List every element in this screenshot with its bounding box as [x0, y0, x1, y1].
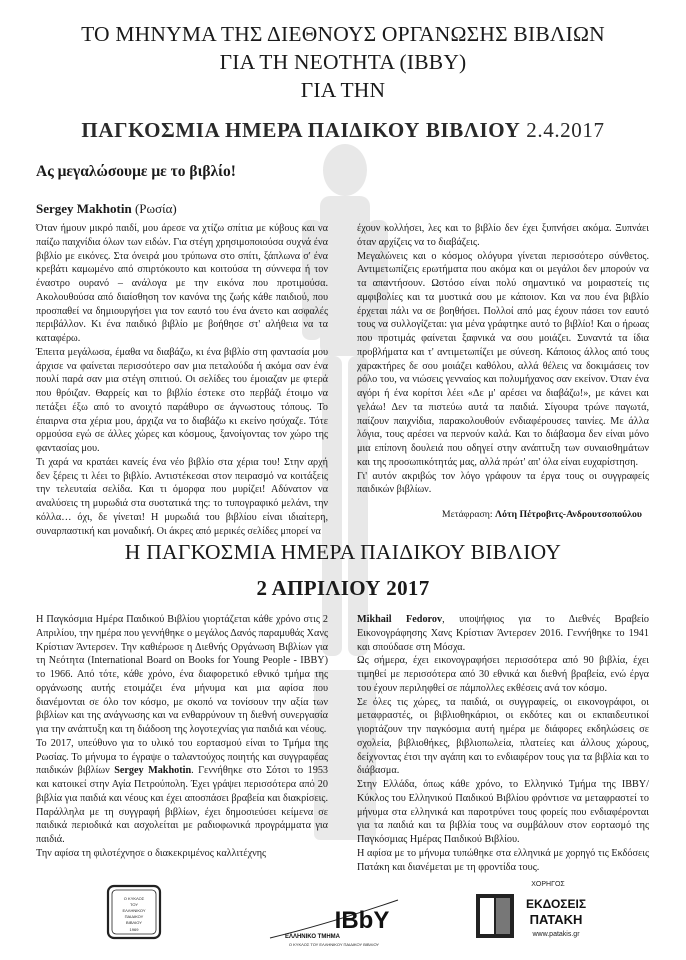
svg-text:ΤΟΥ: ΤΟΥ: [129, 902, 139, 907]
info-paragraph: [357, 613, 649, 654]
header-line-2: ΓΙΑ ΤΗ ΝΕΟΤΗΤΑ (IBBY): [219, 50, 467, 74]
svg-text:1969: 1969: [129, 927, 139, 932]
author-name-inline: Sergey Makhotin: [114, 765, 192, 777]
patakis-publisher-logo: [476, 878, 596, 950]
message-paragraph: έχουν κολλήσει, λες και το βιβλίο δεν έχει ξυπνήσει ακόμα. Ξυπνάει όταν αρχίζεις να το διαβάζεις.: [357, 223, 649, 248]
translation-label: Μετάφραση:: [441, 509, 493, 520]
poster-header: [0, 20, 686, 104]
header-line-1: ΤΟ ΜΗΝΥΜΑ ΤΗΣ ΔΙΕΘΝΟΥΣ ΟΡΓΑΝΩΣΗΣ ΒΙΒΛΙΩΝ: [81, 22, 605, 46]
info-paragraph: Την αφίσα τη φιλοτέχνησε ο διακεκριμένος καλλιτέχνης: [36, 847, 267, 859]
info-text: . Γεννήθηκε στο Σότσι το 1953 και κατοικεί στην Αγία Πετρούπολη. Έχει γράψει περισσότερα από 20 βιβλία για παιδιά και νέους και έχει αποσπάσει βραβεία και διακρίσεις. Παράλληλα με τη συγγραφή βιβλίων, έχει δημοσιεύσει κείμενα σε παιδικά περιοδικά και ασχολείται με ραδιοφωνικά προγράμματα για παιδιά.: [36, 765, 329, 845]
info-text: , υποψήφιος για το Διεθνές Βραβείο Εικονογράφησης Χανς Κρίστιαν Άντερσεν 2016. Γεννήθηκε το 1941 και σπούδασε στη Μόσχα.: [357, 614, 649, 653]
svg-text:www.patakis.gr: www.patakis.gr: [532, 931, 580, 938]
translator-name: Λότη Πέτροβιτς-Ανδρουτσοπούλου: [495, 509, 642, 520]
message-paragraph: Γι' αυτόν ακριβώς τον λόγο γράφουν τα έργα τους οι συγγραφείς παιδικών βιβλίων.: [357, 470, 649, 496]
info-paragraph: Η Παγκόσμια Ημέρα Παιδικού Βιβλίου γιορτάζεται κάθε χρόνο στις 2 Απριλίου, την ημέρα που γεννήθηκε ο μεγάλος Δανός παραμυθάς Χανς Κρίστιαν Άντερσεν. Την καθιέρωσε η Διεθνής Οργάνωση Βιβλίων για τη Νεότητα (International Board on Books for Young People - IBBY) το 1966. Από τότε, κάθε χρόνο, ένα διαφορετικό εθνικό τμήμα της οργάνωσης αυτής ετοιμάζει ένα μήνυμα και μια αφίσα που διανέμονται σε όλο τον κόσμο, με σκοπό να τονίσουν την αξία των βιβλίων και της ανάγνωσης και να ενθαρρύνουν τη διεθνή συνεργασία για την ανάπτυξη και τη διάδοση της λογοτεχνίας για παιδιά και νέους.: [36, 614, 328, 735]
svg-text:ΧΟΡΗΓΟΣ: ΧΟΡΗΓΟΣ: [531, 881, 565, 888]
info-paragraph: [36, 737, 328, 847]
info-left-column: [36, 613, 328, 861]
svg-text:Ο ΚΥΚΛΟΣ ΤΟΥ ΕΛΛΗΝΙΚΟΥ ΠΑΙΔΙΚΟ: Ο ΚΥΚΛΟΣ ΤΟΥ ΕΛΛΗΝΙΚΟΥ ΠΑΙΔΙΚΟΥ ΒΙΒΛΙΟΥ: [288, 942, 380, 947]
info-text: Το 2017, υπεύθυνο για το υλικό του εορτασμού είναι το Τμήμα της Ρωσίας. Το μήνυμα το έγραψε ο ταλαντούχος ποιητής και συγγραφέας παιδικών βιβλίων: [36, 737, 328, 777]
svg-text:ΕΚΔΟΣΕΙΣ: ΕΚΔΟΣΕΙΣ: [525, 897, 587, 911]
svg-text:ΕΛΛΗΝΙΚΟΥ: ΕΛΛΗΝΙΚΟΥ: [122, 908, 146, 913]
section2-date: 2 ΑΠΡΙΛΙΟΥ 2017: [256, 576, 430, 600]
svg-text:ΒΙΒΛΙΟΥ: ΒΙΒΛΙΟΥ: [126, 920, 142, 925]
translation-credit: [442, 509, 642, 520]
info-paragraph: Σε όλες τις χώρες, τα παιδιά, οι συγγραφείς, οι εικονογράφοι, οι μεταφραστές, οι βιβλιοθηκάριοι, οι εκδότες και οι εκπαιδευτικοί γιορτάζουν την παγκόσμια αυτή ημέρα με διάφορες εκδηλώσεις σε σχολεία, βιβλιοθήκες, βιβλιοπωλεία, πλατείες και άλλους χώρους, δείχνοντας έτσι την αγάπη και το ενδιαφέρον τους για τα βιβλία και το διάβασμα.: [357, 696, 649, 777]
header-title: [0, 118, 686, 143]
svg-text:ΠΑΙΔΙΚΟΥ: ΠΑΙΔΙΚΟΥ: [124, 914, 144, 919]
header-line-3: ΓΙΑ ΤΗΝ: [300, 78, 386, 102]
svg-text:ΕΛΛΗΝΙΚΟ ΤΜΗΜΑ: ΕΛΛΗΝΙΚΟ ΤΜΗΜΑ: [284, 934, 340, 940]
info-paragraph: Η αφίσα με το μήνυμα τυπώθηκε στα ελληνικά με χορηγό τις Εκδόσεις Πατάκη και διανέμεται με τη φροντίδα τους.: [357, 847, 649, 873]
info-paragraph: Ως σήμερα, έχει εικονογραφήσει περισσότερα από 90 βιβλία, έχει τιμηθεί με περισσότερα από 30 εθνικά και διεθνή βραβεία, ενώ έργα του έχουν περιληφθεί σε πάμπολλες εκθέσεις ανά τον κόσμο.: [357, 655, 649, 694]
author-country: (Ρωσία): [134, 201, 177, 216]
message-right-column: [357, 222, 649, 497]
svg-text:ΠΑΤΑΚΗ: ΠΑΤΑΚΗ: [529, 912, 583, 927]
message-subtitle: Ας μεγαλώσουμε με το βιβλίο!: [36, 163, 236, 180]
message-left-column: [36, 222, 328, 538]
svg-text:IBbY: IBbY: [334, 907, 390, 934]
svg-text:Ο ΚΥΚΛΟΣ: Ο ΚΥΚΛΟΣ: [123, 896, 145, 901]
ibby-greek-section-logo: [258, 880, 410, 950]
info-right-column: [357, 613, 649, 874]
kyklos-logo: [106, 884, 162, 940]
header-title-date: 2.4.2017: [526, 118, 605, 142]
illustrator-name: Mikhail Fedorov: [357, 614, 443, 625]
message-paragraph: Μεγαλώνεις και ο κόσμος ολόγυρα γίνεται περισσότερο σύνθετος. Αντιμετωπίζεις ερωτήματα που ακόμα και οι μεγάλοι δεν μπορούν να τα απαντήσουν. Ωστόσο είναι πολύ σημαντικό να μοιραστείς τις αμφιβολίες και τα μυστικά σου με κάποιον. Και να που ένα βιβλίο έρχεται πάλι να σε βοηθήσει. Πολλοί από μας έχουν πάσει τον εαυτό τους να συλλογίζεται: για μένα γράφτηκε αυτό το βιβλίο! Και ο ήρωας που προτιμάς φαίνεται ξαφνικά να σου μοιάζει. Συναντά τα ίδια προβλήματα και τ' αντιμετωπίζει με σύνεση. Κάποιος άλλος από τους χαρακτήρες δε σου μοιάζει καθόλου, αλλά θέλεις να δοκιμάσεις τον ρόλο του, να νιώσεις γενναίος και πολυμήχανος σαν εκείνον. Όταν ένα αγόρι ή ένα κορίτσι λέει «Δε μ' αρέσει να διαβάζω!», με κάνει και γελάω! Δεν τα πιστεύω αυτά τα παιδιά. Σίγουρα τρώνε παγωτά, παίζουν παιχνίδια, παρακολουθούν ενδιαφέρουσες ταινίες. Με άλλα λόγια, τους αρέσει να περνούν καλά. Και το διάβασμα δεν είναι μόνο μια επίπονη δουλειά που οδηγεί στην ανάπτυξη των συναισθημάτων και της προσωπικότητάς μας, αλλά πρώτ' απ' όλα είναι ευχαρίστηση.: [357, 250, 649, 468]
info-paragraph: Στην Ελλάδα, όπως κάθε χρόνο, το Ελληνικό Τμήμα της IBBY/ Κύκλος του Ελληνικού Παιδικού Βιβλίου φρόντισε να μεταφραστεί το μήνυμα στα ελληνικά και παροτρύνει τους φορείς που ενδιαφέρονται για τα παιδιά και τα βιβλία τους να συμβάλουν στον εορτασμό της Παγκόσμιας Ημέρας Παιδικού Βιβλίου.: [357, 779, 649, 845]
message-paragraph: Τι χαρά να κρατάει κανείς ένα νέο βιβλίο στα χέρια του! Στην αρχή δεν ξέρεις τι λέει το βιβλίο. Αντιστέκεσαι στον πειρασμό να κοιτάξεις την τελευταία σελίδα. Και τι όμορφα που μυρίζει! Αδύνατον να αναλύσεις τη μυρωδιά στα συστατικά της: το τυπογραφικό μελάνι, την κόλλα… όχι, δε γίνεται! Η μυρωδιά του βιβλίου είναι ιδιαίτερη, συναρπαστική και μοναδική. Οι άκρες από μερικές σελίδες μπορεί να: [36, 456, 328, 537]
header-title-text: ΠΑΓΚΟΣΜΙΑ ΗΜΕΡΑ ΠΑΙΔΙΚΟΥ ΒΙΒΛΙΟΥ: [81, 118, 521, 142]
author-name: Sergey Makhotin: [36, 201, 132, 216]
message-author: [36, 201, 177, 217]
section2-title: Η ΠΑΓΚΟΣΜΙΑ ΗΜΕΡΑ ΠΑΙΔΙΚΟΥ ΒΙΒΛΙΟΥ: [124, 540, 562, 564]
message-paragraph: Όταν ήμουν μικρό παιδί, μου άρεσε να χτίζω σπίτια με κύβους και να παίζω παιχνίδια όλων των ειδών. Για στέγη χρησιμοποιούσα συχνά ένα βιβλίο με εικόνες. Στα όνειρά μου τρύπωνα στο σπίτι, ξάπλωνα σ' ένα κρεβάτι καμωμένο από σπιρτόκουτο και κοιτούσα τη σύννεφα ή τον έναστρο ουρανό – ανάλογα με την εικόνα που προτιμούσα. Ακολουθούσα από διαίσθηση τον κανόνα της ζωής κάθε παιδιού, που προσπαθεί να δημιουργήσει για τον εαυτό του ένα άνετο και ασφαλές περιβάλλον. Κι ένα παιδικό βιβλίο με βοήθησε στ' αλήθεια να τα καταφέρω.: [36, 223, 328, 344]
ibby-logo-icon: [258, 880, 410, 950]
message-paragraph: Έπειτα μεγάλωσα, έμαθα να διαβάζω, κι ένα βιβλίο στη φαντασία μου άρχισε να φαίνεται περισσότερο σαν μια πεταλούδα ή ακόμα σαν ένα πουλί παρά σαν μια στέγη σπιτιού. Οι σελίδες του έμοιαζαν με φτερά που θρόιζαν. Θαρρείς και το βιβλίο έστεκε στο περβάζι έτοιμο να πετάξει έξω από το ανοιχτό παράθυρο σε άγνωστους τόπους. Το έπαιρνα στα χέρια μου, άρχιζα να το διαβάζω κι εκείνο ησύχαζε. Τότε ορμούσα εγώ σε άλλες χώρες και κόσμους, ξανοίγοντας τον χώρο της φαντασίας μου.: [36, 346, 328, 454]
